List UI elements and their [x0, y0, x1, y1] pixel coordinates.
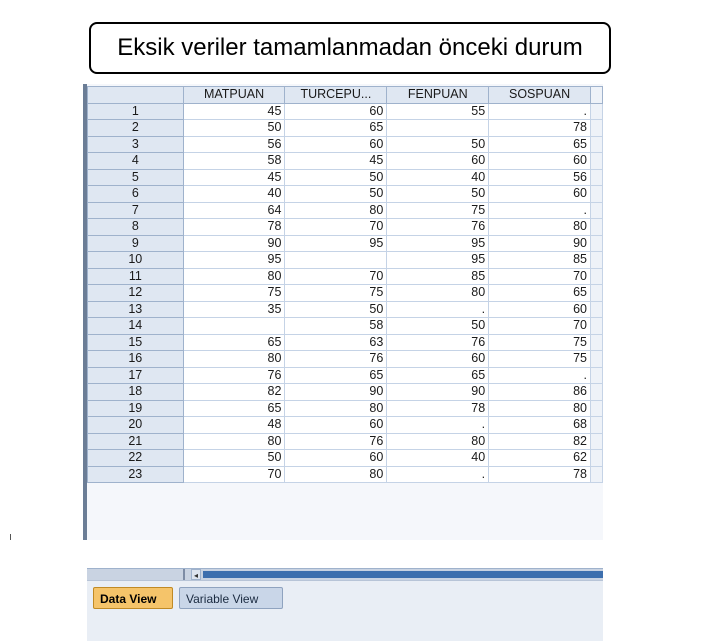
table-row[interactable]	[88, 367, 603, 384]
row-number[interactable]: 18	[88, 384, 184, 401]
table-cell[interactable]: 60	[285, 417, 387, 434]
table-cell[interactable]: 65	[183, 400, 285, 417]
table-cell[interactable]: 35	[183, 301, 285, 318]
row-number[interactable]: 22	[88, 450, 184, 467]
table-cell[interactable]: 65	[285, 367, 387, 384]
column-header-matpuan[interactable]: MATPUAN	[183, 87, 285, 104]
table-cell[interactable]: 80	[387, 433, 489, 450]
table-cell-empty[interactable]	[590, 384, 602, 401]
row-number[interactable]: 17	[88, 367, 184, 384]
table-cell[interactable]: 80	[285, 466, 387, 483]
left-arrow-icon[interactable]: ◂	[191, 569, 201, 580]
table-cell[interactable]: 50	[285, 186, 387, 203]
column-header-empty[interactable]	[590, 87, 602, 104]
table-cell[interactable]: 65	[387, 367, 489, 384]
table-cell[interactable]: 90	[183, 235, 285, 252]
table-cell[interactable]: 58	[285, 318, 387, 335]
table-row[interactable]	[88, 400, 603, 417]
table-cell[interactable]: 76	[387, 334, 489, 351]
table-cell[interactable]: .	[387, 417, 489, 434]
table-cell-empty[interactable]	[590, 120, 602, 137]
column-header-row	[88, 87, 603, 104]
table-cell[interactable]: 75	[183, 285, 285, 302]
table-row[interactable]	[88, 186, 603, 203]
row-number[interactable]: 14	[88, 318, 184, 335]
table-cell[interactable]: 63	[285, 334, 387, 351]
table-row[interactable]	[88, 120, 603, 137]
table-cell-empty[interactable]	[590, 285, 602, 302]
table-cell[interactable]: 90	[285, 384, 387, 401]
spss-data-editor	[83, 84, 603, 606]
table-row[interactable]	[88, 285, 603, 302]
table-cell-empty[interactable]	[590, 219, 602, 236]
table-cell[interactable]: 80	[285, 400, 387, 417]
table-cell[interactable]: 80	[387, 285, 489, 302]
table-cell-empty[interactable]	[590, 318, 602, 335]
table-cell[interactable]: 60	[387, 153, 489, 170]
table-cell-empty[interactable]	[590, 334, 602, 351]
row-number[interactable]: 4	[88, 153, 184, 170]
text-cursor	[10, 534, 11, 540]
view-tab-bar	[87, 580, 603, 641]
row-number[interactable]: 1	[88, 103, 184, 120]
table-cell[interactable]: 80	[489, 400, 591, 417]
table-cell[interactable]: 75	[489, 351, 591, 368]
table-cell[interactable]: 40	[387, 450, 489, 467]
table-cell[interactable]: 68	[489, 417, 591, 434]
table-row[interactable]	[88, 153, 603, 170]
row-number[interactable]: 7	[88, 202, 184, 219]
table-cell[interactable]: 70	[489, 318, 591, 335]
tab-variable-view[interactable]: Variable View	[179, 587, 283, 609]
table-row[interactable]	[88, 169, 603, 186]
horizontal-scrollbar[interactable]	[87, 568, 603, 580]
data-rows	[88, 103, 603, 483]
tab-data-view[interactable]: Data View	[93, 587, 173, 609]
scroll-splitter[interactable]	[183, 569, 185, 580]
table-cell[interactable]: 82	[183, 384, 285, 401]
table-cell[interactable]: 76	[285, 351, 387, 368]
table-cell[interactable]: .	[489, 367, 591, 384]
table-cell[interactable]: 48	[183, 417, 285, 434]
table-cell-empty[interactable]	[590, 450, 602, 467]
table-cell[interactable]: 80	[183, 433, 285, 450]
row-number[interactable]: 16	[88, 351, 184, 368]
table-row[interactable]	[88, 334, 603, 351]
table-cell[interactable]: 50	[285, 301, 387, 318]
table-cell[interactable]: 55	[387, 103, 489, 120]
table-cell[interactable]: 95	[183, 252, 285, 269]
table-cell[interactable]: 80	[183, 351, 285, 368]
row-number[interactable]: 23	[88, 466, 184, 483]
table-cell-empty[interactable]	[590, 235, 602, 252]
grid-corner[interactable]	[88, 87, 184, 104]
table-cell[interactable]: 60	[285, 136, 387, 153]
table-cell-empty[interactable]	[590, 400, 602, 417]
table-cell[interactable]: 75	[387, 202, 489, 219]
table-row[interactable]	[88, 351, 603, 368]
table-row[interactable]	[88, 433, 603, 450]
table-cell[interactable]: 58	[183, 153, 285, 170]
table-cell[interactable]: 50	[183, 450, 285, 467]
table-cell-empty[interactable]	[590, 351, 602, 368]
table-cell[interactable]: 78	[183, 219, 285, 236]
table-cell[interactable]: 75	[489, 334, 591, 351]
row-number[interactable]: 9	[88, 235, 184, 252]
table-cell[interactable]: 60	[489, 186, 591, 203]
table-cell[interactable]: 65	[489, 285, 591, 302]
table-cell[interactable]: 50	[387, 318, 489, 335]
table-row[interactable]	[88, 318, 603, 335]
table-row[interactable]	[88, 235, 603, 252]
row-number[interactable]: 12	[88, 285, 184, 302]
table-cell-empty[interactable]	[590, 417, 602, 434]
table-row[interactable]	[88, 252, 603, 269]
table-cell[interactable]: 40	[183, 186, 285, 203]
table-row[interactable]	[88, 202, 603, 219]
table-row[interactable]	[88, 136, 603, 153]
table-cell[interactable]: 90	[489, 235, 591, 252]
table-cell[interactable]: 85	[489, 252, 591, 269]
table-cell[interactable]: 50	[387, 186, 489, 203]
table-cell[interactable]: .	[387, 301, 489, 318]
row-number[interactable]: 5	[88, 169, 184, 186]
table-cell[interactable]	[183, 318, 285, 335]
data-grid	[87, 86, 603, 483]
table-cell[interactable]: 95	[285, 235, 387, 252]
table-cell[interactable]: 78	[489, 466, 591, 483]
table-cell[interactable]: 82	[489, 433, 591, 450]
table-cell[interactable]: .	[387, 466, 489, 483]
row-number[interactable]: 19	[88, 400, 184, 417]
table-cell-empty[interactable]	[590, 186, 602, 203]
table-cell[interactable]: 60	[489, 153, 591, 170]
table-cell[interactable]: 60	[387, 351, 489, 368]
table-cell[interactable]: 40	[387, 169, 489, 186]
table-cell-empty[interactable]	[590, 268, 602, 285]
table-cell[interactable]: 45	[183, 169, 285, 186]
row-number[interactable]: 21	[88, 433, 184, 450]
table-row[interactable]	[88, 417, 603, 434]
row-number[interactable]: 3	[88, 136, 184, 153]
table-cell[interactable]: 76	[387, 219, 489, 236]
table-row[interactable]	[88, 450, 603, 467]
row-number[interactable]: 11	[88, 268, 184, 285]
column-header-sospuan[interactable]: SOSPUAN	[489, 87, 591, 104]
table-cell[interactable]: 50	[285, 169, 387, 186]
row-number[interactable]: 8	[88, 219, 184, 236]
table-cell[interactable]: 60	[489, 301, 591, 318]
table-cell[interactable]: 62	[489, 450, 591, 467]
table-cell[interactable]: 95	[387, 235, 489, 252]
table-row[interactable]	[88, 301, 603, 318]
table-cell[interactable]: 85	[387, 268, 489, 285]
table-cell-empty[interactable]	[590, 301, 602, 318]
table-cell[interactable]: 50	[183, 120, 285, 137]
table-cell[interactable]: 56	[183, 136, 285, 153]
table-cell[interactable]: 50	[387, 136, 489, 153]
table-cell[interactable]: 95	[387, 252, 489, 269]
table-cell[interactable]	[285, 252, 387, 269]
table-cell[interactable]: 65	[489, 136, 591, 153]
row-number[interactable]: 2	[88, 120, 184, 137]
table-cell[interactable]: 78	[489, 120, 591, 137]
table-cell-empty[interactable]	[590, 202, 602, 219]
table-row[interactable]	[88, 268, 603, 285]
slide-title: Eksik veriler tamamlanmadan önceki durum	[89, 22, 611, 74]
row-number[interactable]: 13	[88, 301, 184, 318]
table-cell[interactable]: 80	[183, 268, 285, 285]
table-cell[interactable]: 70	[183, 466, 285, 483]
table-cell-empty[interactable]	[590, 252, 602, 269]
table-cell[interactable]: 45	[285, 153, 387, 170]
table-cell[interactable]: 76	[183, 367, 285, 384]
table-cell[interactable]: 70	[285, 268, 387, 285]
table-cell[interactable]: 76	[285, 433, 387, 450]
table-row[interactable]	[88, 466, 603, 483]
table-row[interactable]	[88, 384, 603, 401]
table-row[interactable]	[88, 219, 603, 236]
table-cell-empty[interactable]	[590, 466, 602, 483]
table-cell-empty[interactable]	[590, 103, 602, 120]
table-row[interactable]	[88, 103, 603, 120]
column-header-turcepuan[interactable]: TURCEPU...	[285, 87, 387, 104]
table-cell[interactable]: 70	[489, 268, 591, 285]
table-cell[interactable]: 64	[183, 202, 285, 219]
table-cell-empty[interactable]	[590, 367, 602, 384]
table-cell[interactable]: 65	[285, 120, 387, 137]
table-cell-empty[interactable]	[590, 136, 602, 153]
table-cell[interactable]: 60	[285, 450, 387, 467]
column-header-fenpuan[interactable]: FENPUAN	[387, 87, 489, 104]
table-cell[interactable]: .	[489, 202, 591, 219]
table-cell-empty[interactable]	[590, 153, 602, 170]
table-cell[interactable]	[387, 120, 489, 137]
table-cell[interactable]: 70	[285, 219, 387, 236]
table-cell[interactable]: 86	[489, 384, 591, 401]
table-cell[interactable]: 75	[285, 285, 387, 302]
table-cell[interactable]: 80	[489, 219, 591, 236]
table-cell[interactable]: 90	[387, 384, 489, 401]
table-cell[interactable]: 78	[387, 400, 489, 417]
table-cell[interactable]: 80	[285, 202, 387, 219]
row-number[interactable]: 20	[88, 417, 184, 434]
table-cell[interactable]: 60	[285, 103, 387, 120]
table-cell[interactable]: 65	[183, 334, 285, 351]
row-number[interactable]: 6	[88, 186, 184, 203]
table-cell-empty[interactable]	[590, 169, 602, 186]
row-number[interactable]: 15	[88, 334, 184, 351]
table-cell[interactable]: .	[489, 103, 591, 120]
scroll-thumb[interactable]	[203, 571, 603, 578]
table-cell[interactable]: 45	[183, 103, 285, 120]
table-cell[interactable]: 56	[489, 169, 591, 186]
table-cell-empty[interactable]	[590, 433, 602, 450]
row-number[interactable]: 10	[88, 252, 184, 269]
